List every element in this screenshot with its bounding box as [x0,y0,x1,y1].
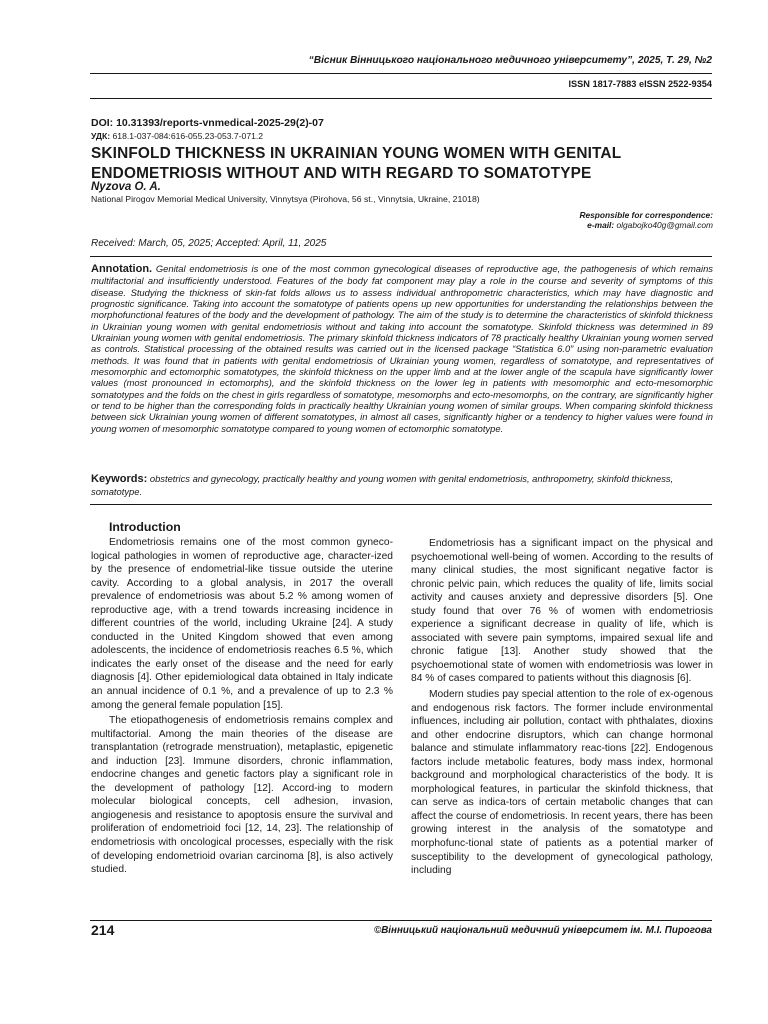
email-label: e-mail: [587,220,615,230]
keywords [91,473,713,497]
author-affiliation: National Pirogov Memorial Medical University, Vinnytsya (Pirohova, 56 st., Vinnytsia, Ukraine, 21018) [91,194,480,204]
keywords-label: Keywords: [91,473,148,485]
body-divider [90,504,712,505]
correspondence-label: Responsible for correspondence: [579,210,713,220]
abstract-text: Genital endometriosis is one of the most common gynecological diseases of reproductive age, the pathogenesis of which remains multifactorial and insufficiently understood. Features of the body fat component may play a role in the course and severity of symptoms of this disease. Studying the thickness of skin-fat folds allows us to assess individual anthropometric characteristics, which may have diagnostic and prognostic significance. Taking into account the somatotype of patients opens up new opportunities for understanding the relationships between the morphofunctional features of the body and the development of pathology. The aim of the study is to determine the characteristics of skinfold thickness in Ukrainian young women with genital endometriosis without and taking into account the somatotype. Skinfold thickness was determined in 89 Ukrainian young women with genital endometriosis. The primary skinfold thickness indicators of 78 practically healthy Ukrainian young women served as controls. Statistical processing of the obtained results was carried out in the licensed package “Statistica 6.0” using non-parametric evaluation methods. It was found that in patients with genital endometriosis of Ukrainian young women, regardless of somatotype, and representatives of mesomorphic and ectomorphic somatotypes, the skinfold thickness on the upper limb and at the lower angle of the scapula have significantly lower values (most pronounced in ectomorphs), and the skinfold thickness on the lower leg in patients with mesomorphic and ecto-mesomorphic somatotypes and the folds on the chest in girls regardless of somatotype, mesomorphs and ecto-mesomorphs, on the contrary, are significantly higher or tend to be higher than the corresponding folds in practically healthy Ukrainian young women of similar groups. When comparing skinfold thickness between sick Ukrainian young women of different somatotypes, in almost all cases, significantly higher or a tendency to higher values were found in young women of mesomorphic somatotype compared to young women of ectomorphic somatotype. [91,263,713,434]
abstract [91,263,713,434]
udk-value: 618.1-037-084:616-055.23-053.7-071.2 [110,131,264,141]
abstract-divider [90,256,712,257]
header-divider [90,73,712,74]
issn-line: ISSN 1817-7883 eISSN 2522-9354 [568,79,712,89]
doi-link[interactable]: DOI: 10.31393/reports-vnmedical-2025-29(2)-07 [91,117,324,129]
udk-label: УДК: [91,131,111,141]
udk-line [91,131,263,141]
body-paragraph: Endometriosis has a significant impact on the physical and psychoemotional well-being of women. According to the results of many clinical studies, the most significant negative factor is chronic pelvic pain, which reduces the quality of life, limits social activity and causes anxiety and depressive disorders [5]. One study found that over 76 % of women with endometriosis experience a significant decrease in quality of life, which is associated with severe pain symptoms, impaired sexual life and chronic fatigue [13]. Another study showed that the psychoemotional state of women with endometriosis was lower in 84 % of cases compared to patients without this diagnosis [6]. [411,538,713,685]
correspondence-email-line [579,220,713,230]
footer-copyright: ©Вінницький національний медичний університет ім. М.І. Пирогова [374,925,712,936]
page-number: 214 [91,922,115,938]
left-column [91,519,393,879]
header-divider-bottom [90,98,712,99]
body-paragraph: Modern studies pay special attention to the role of ex-ogenous and endogenous risk factors. The former include environmental influences, including air pollution, contact with phthalates, dioxins and other endocrine disruptors, which can change hormonal balance and stimulate inflammatory reac-tions [22]. Endogenous factors include metabolic features, body mass index, hormonal background and morphological characteristics of the body. It is morphological features, in particular the skinfold thickness, that can serve as indica-tors of certain metabolic changes that can affect the course of endometriosis. In recent years, there has been growing interest in the analysis of the somatotype and morphofunc-tional state of patients as a potential marker of susceptibility to the development of gynecological pathology, including [411,689,713,877]
footer-divider [90,920,712,921]
body-paragraph: Endometriosis remains one of the most common gyneco-logical pathologies in women of reproductive age, character-ized by the presence of endometrial-like tissue outside the uterine cavity. According to a global analysis, in 2017 the overall prevalence of endometriosis was about 5.2 % among women of reproductive age, with a trend towards increasing incidence in different countries of the world, including Ukraine [24]. A study conducted in the United Kingdom showed that even among adolescents, the incidence of endometriosis reaches 6.5 %, which indicates the early onset of the disease and the need for early diagnosis [4]. Other epidemiological data obtained in Italy indicate an annual incidence of 0.1 %, and a prevalence of up to 2.3 % among the general female population [15]. [91,537,393,711]
right-column [411,537,713,880]
abstract-label: Annotation. [91,263,153,275]
introduction-heading: Introduction [109,520,181,534]
keywords-text: obstetrics and gynecology, practically healthy and young women with genital endometriosis, anthropometry, skinfold thickness, somatotype. [91,473,674,497]
article-author: Nyzova O. A. [91,181,161,193]
received-accepted-dates: Received: March, 05, 2025; Accepted: April, 11, 2025 [91,238,327,249]
body-paragraph: The etiopathogenesis of endometriosis remains complex and multifactorial. Among the main theories of the disease are transplantation (retrograde menstruation), metaplastic, epigenetic and induction [23]. Immune disorders, chronic inflammation, endocrine changes and genetic factors play a significant role in the development of pathology [12]. Accord-ing to modern molecular biological concepts, cell adhesion, invasion, angiogenesis and resistance to apoptosis ensure the survival and proliferation of endometrioid foci [12, 14, 23]. The relationship of endometriosis with oncological processes, especially with the risk of developing endometrioid ovarian carcinoma [8], is also actively studied. [91,715,393,876]
journal-citation: “Вісник Вінницького національного медичного університету”, 2025, Т. 29, №2 [308,55,712,66]
correspondence-block [579,210,713,230]
email-address[interactable]: olgabojko40g@gmail.com [614,220,713,230]
article-title: SKINFOLD THICKNESS IN UKRAINIAN YOUNG WOMEN WITH GENITAL ENDOMETRIOSIS WITHOUT AND WITH REGARD TO SOMATOTYPE [91,145,621,182]
